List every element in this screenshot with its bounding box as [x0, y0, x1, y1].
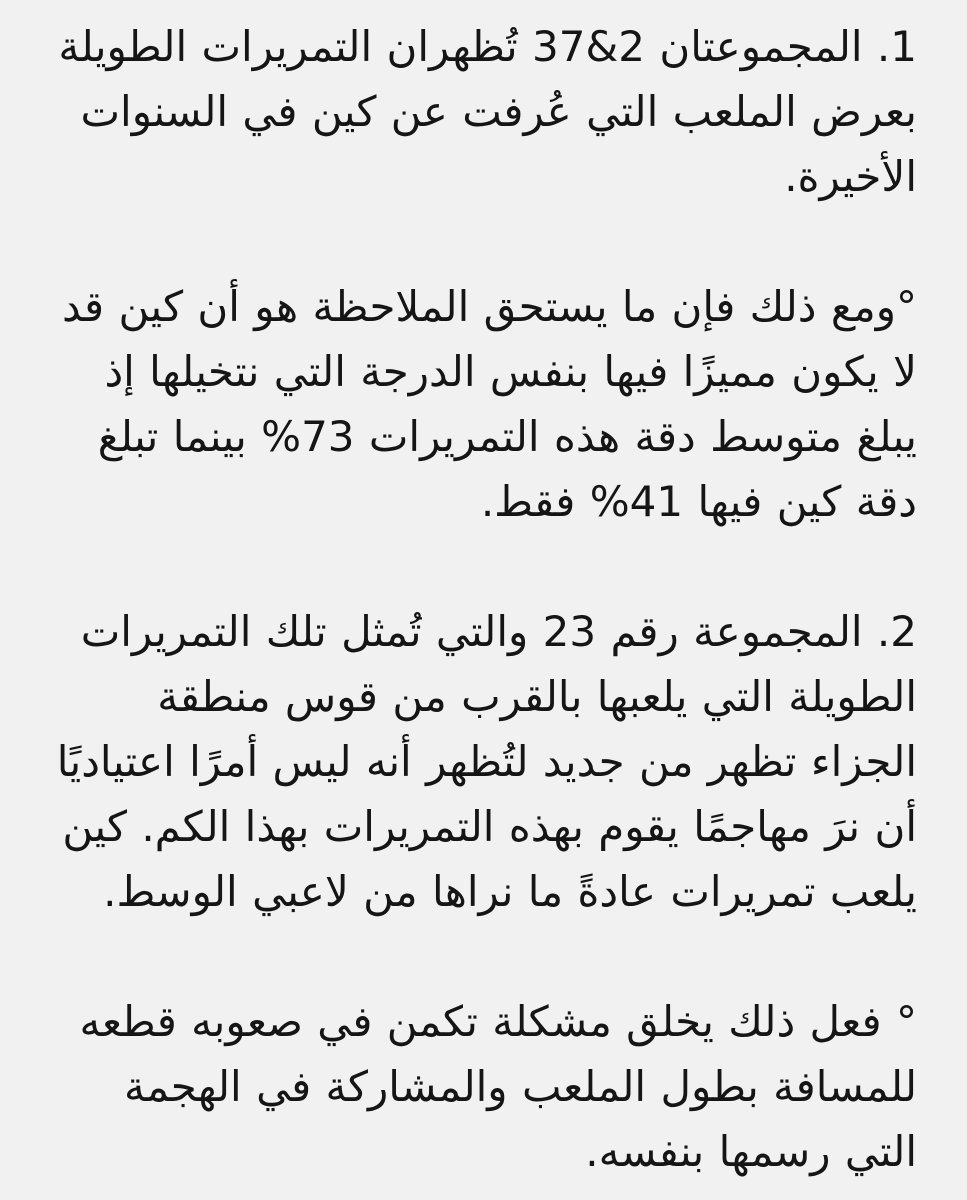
paragraph-spacer [50, 534, 917, 599]
paragraph-1: 1. المجموعتان 2&37 تُظهران التمريرات الطويلة بعرض الملعب التي عُرفت عن كين في السنوات الأخيرة. [58, 22, 917, 201]
paragraph-2: °ومع ذلك فإن ما يستحق الملاحظة هو أن كين قد لا يكون مميزًا فيها بنفس الدرجة التي نتخيلها إذ يبلغ متوسط دقة هذه التمريرات 73% بينما تبلغ دقة كين فيها 41% فقط. [61, 282, 917, 526]
paragraph-3: 2. المجموعة رقم 23 والتي تُمثل تلك التمريرات الطويلة التي يلعبها بالقرب من قوس منطقة الجزاء تظهر من جديد لتُظهر أنه ليس أمرًا اعتياديًا أن نرَ مهاجمًا يقوم بهذه التمريرات بهذا الكم. كين يلعب تمريرات عادةً ما نراها من لاعبي الوسط. [56, 607, 917, 916]
paragraph-4: ° فعل ذلك يخلق مشكلة تكمن في صعوبه قطعه للمسافة بطول الملعب والمشاركة في الهجمة التي رسمها بنفسه. [79, 997, 917, 1176]
paragraph-spacer [50, 924, 917, 989]
paragraph-spacer [50, 209, 917, 274]
